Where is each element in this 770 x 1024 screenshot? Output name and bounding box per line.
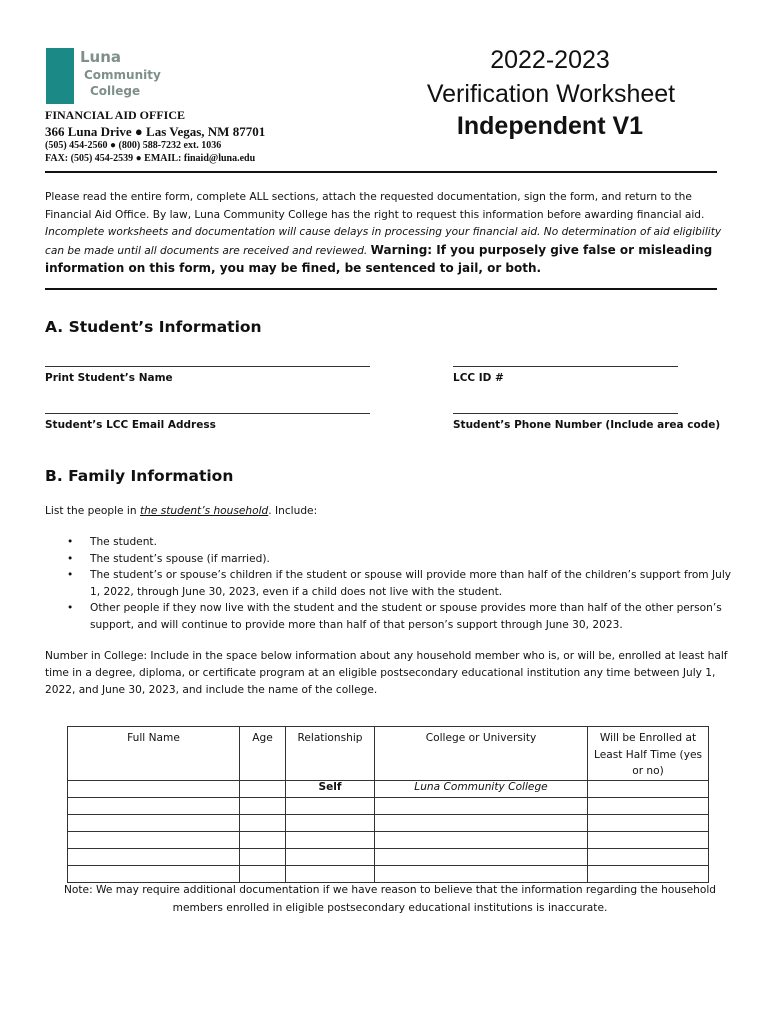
household-include-list — [45, 534, 735, 633]
intro-paragraph — [45, 189, 725, 279]
cell-relationship[interactable] — [286, 815, 375, 832]
office-fax-email: FAX: (505) 454-2539 ● EMAIL: finaid@luna.edu — [45, 153, 256, 164]
section-a-heading: A. Student’s Information — [45, 318, 262, 336]
cell-full-name[interactable] — [68, 849, 240, 866]
college-logo — [46, 48, 161, 106]
household-instruction — [45, 503, 735, 520]
cell-college: Luna Community College — [375, 781, 588, 798]
table-row — [68, 866, 709, 883]
form-type: Independent V1 — [456, 112, 644, 140]
number-in-college-text: Number in College: Include in the space below information about any household member who is, or will be, enrolled at least half time in a degree, diploma, or certificate program at an eligible postsecondary educational institution any time between July 1, 2022, and June 30, 2023, and include the name of the college. — [45, 650, 728, 696]
cell-college[interactable] — [375, 849, 588, 866]
table-header-row — [68, 727, 709, 781]
table-footnote: Note: We may require additional documentation if we have reason to believe that the information regarding the household members enrolled in eligible postsecondary educational institutions is inaccurate. — [64, 884, 716, 914]
warning-text: Warning: If you purposely give false or misleading information on this form, you may be fined, be sentenced to jail, or both. — [45, 242, 713, 275]
logo-line-2: Community — [84, 68, 161, 82]
list-item — [45, 551, 735, 568]
table-row — [68, 849, 709, 866]
cell-enrolled[interactable] — [588, 849, 709, 866]
bullet-icon: • — [67, 552, 74, 565]
household-college-table — [67, 726, 709, 883]
list-item-text: The student’s or spouse’s children if the student or spouse will provide more than half of the children’s support from July 1, 2022, through June 30, 2023, even if a child does not live with the student. — [90, 569, 732, 598]
cell-relationship: Self — [286, 781, 375, 798]
cell-full-name[interactable] — [68, 815, 240, 832]
cell-college[interactable] — [375, 815, 588, 832]
cell-relationship[interactable] — [286, 832, 375, 849]
household-instruction-prefix: List the people in — [45, 505, 140, 517]
office-title: FINANCIAL AID OFFICE — [45, 108, 186, 122]
list-item-text: The student. — [90, 536, 157, 548]
list-item-text: The student’s spouse (if married). — [90, 552, 270, 565]
bullet-icon: • — [67, 569, 74, 581]
table-row — [68, 815, 709, 832]
list-item-text: Other people if they now live with the student and the student or spouse provides more than half of the other person’s support, and will continue to provide more than half of that person’s support through June 30, 2023. — [90, 602, 722, 631]
intro-text: Please read the entire form, complete ALL sections, attach the requested documentation, sign the form, and return to the Financial Aid Office. By law, Luna Community College has the right to request this information before awarding financial aid. — [45, 191, 705, 221]
bullet-icon: • — [67, 602, 74, 614]
table-row — [68, 798, 709, 815]
table-row — [68, 832, 709, 849]
cell-full-name[interactable] — [68, 866, 240, 883]
cell-college[interactable] — [375, 832, 588, 849]
phone-label: Student’s Phone Number (Include area code) — [453, 419, 721, 431]
form-title: Verification Worksheet — [426, 80, 676, 108]
col-age: Age — [240, 727, 286, 781]
cell-enrolled[interactable] — [588, 798, 709, 815]
household-instruction-emphasis: the student’s household — [139, 505, 269, 517]
list-item — [45, 567, 735, 600]
cell-age[interactable] — [240, 781, 286, 798]
cell-college[interactable] — [375, 798, 588, 815]
cell-relationship[interactable] — [286, 849, 375, 866]
logo-line-3: College — [90, 84, 141, 98]
cell-age[interactable] — [240, 815, 286, 832]
cell-full-name[interactable] — [68, 832, 240, 849]
email-label: Student’s LCC Email Address — [45, 419, 216, 431]
cell-relationship[interactable] — [286, 798, 375, 815]
lcc-id-label: LCC ID # — [453, 372, 504, 384]
section-b-heading: B. Family Information — [45, 467, 234, 485]
cell-age[interactable] — [240, 832, 286, 849]
col-relationship: Relationship — [286, 727, 375, 781]
household-instruction-suffix: . Include: — [268, 505, 318, 517]
student-name-label: Print Student’s Name — [45, 372, 173, 384]
office-address: 366 Luna Drive ● Las Vegas, NM 87701 — [45, 124, 266, 139]
col-college: College or University — [375, 727, 588, 781]
cell-enrolled[interactable] — [588, 832, 709, 849]
intro-divider — [45, 288, 717, 290]
list-item — [45, 600, 735, 633]
col-full-name: Full Name — [68, 727, 240, 781]
list-item — [45, 534, 735, 551]
award-year: 2022-2023 — [490, 46, 610, 74]
office-phones: (505) 454-2560 ● (800) 588-7232 ext. 1036 — [45, 140, 222, 151]
cell-relationship[interactable] — [286, 866, 375, 883]
cell-enrolled[interactable] — [588, 781, 709, 798]
cell-age[interactable] — [240, 866, 286, 883]
cell-college[interactable] — [375, 866, 588, 883]
logo-mark — [46, 48, 74, 104]
cell-full-name[interactable] — [68, 781, 240, 798]
phone-line[interactable] — [453, 413, 678, 414]
table-row — [68, 781, 709, 798]
logo-line-1: Luna — [80, 48, 122, 66]
cell-age[interactable] — [240, 849, 286, 866]
cell-enrolled[interactable] — [588, 866, 709, 883]
intro-italic-text: Incomplete worksheets and documentation will cause delays in processing your financial aid. No determination of aid eligibility can be made until all documents are received and reviewed. — [45, 226, 722, 257]
header-divider — [45, 171, 717, 173]
cell-full-name[interactable] — [68, 798, 240, 815]
email-line[interactable] — [45, 413, 370, 414]
bullet-icon: • — [67, 536, 74, 548]
lcc-id-line[interactable] — [453, 366, 678, 367]
cell-age[interactable] — [240, 798, 286, 815]
col-enrolled: Will be Enrolled at Least Half Time (yes or no) — [588, 727, 709, 781]
student-name-line[interactable] — [45, 366, 370, 367]
cell-enrolled[interactable] — [588, 815, 709, 832]
